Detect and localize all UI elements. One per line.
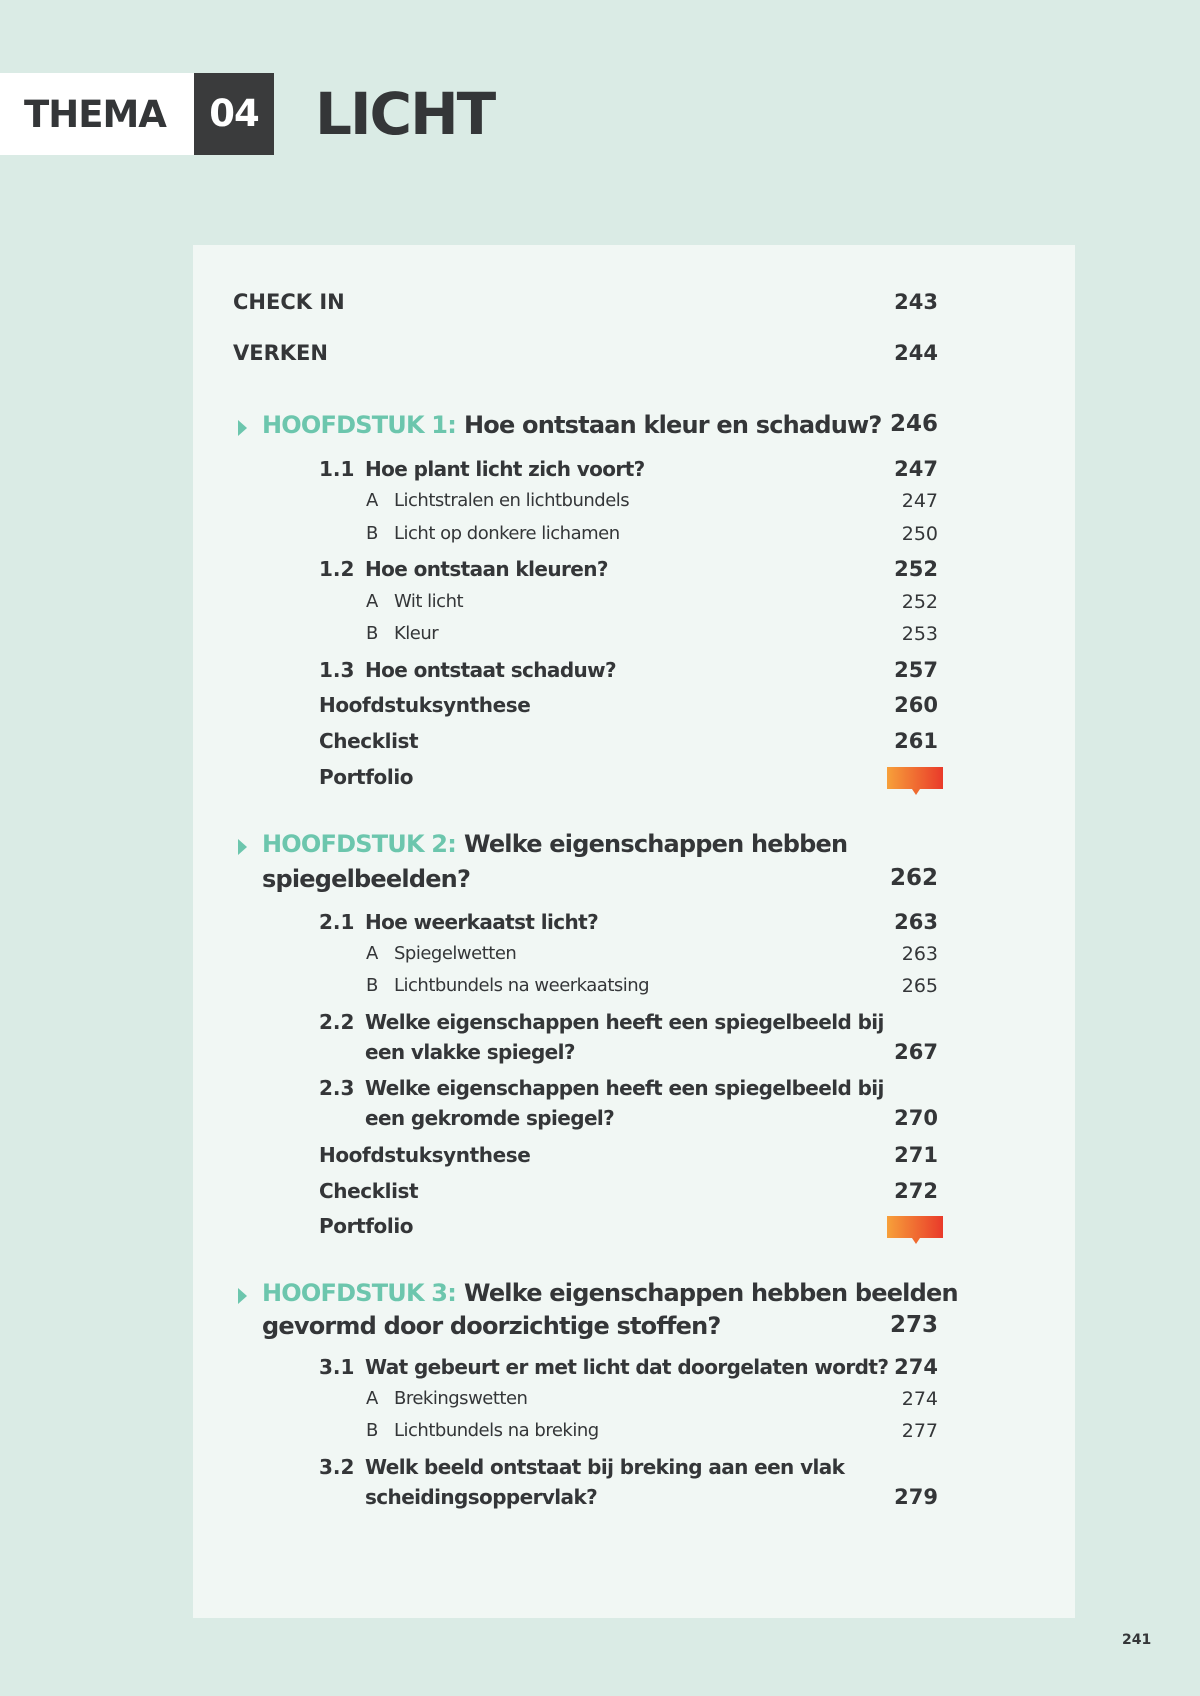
section-title: Welke eigenschappen heeft een spiegelbeeld bij — [365, 1076, 884, 1100]
toc-entry-label: Hoofdstuksynthese — [319, 693, 531, 717]
section-number: 2.3 — [319, 1076, 355, 1100]
section-title-continued: scheidingsoppervlak? — [365, 1485, 598, 1509]
page-number: 265 — [901, 975, 938, 997]
section-title-continued: een gekromde spiegel? — [365, 1106, 615, 1130]
subsection-title: Lichtbundels na weerkaatsing — [394, 975, 650, 996]
subsection-title: Lichtstralen en lichtbundels — [394, 490, 630, 511]
page-number: 252 — [894, 557, 938, 581]
section-title: Hoe weerkaatst licht? — [365, 910, 599, 934]
section-number: 2.1 — [319, 910, 355, 934]
page-number: 250 — [901, 523, 938, 545]
section-title: Welke eigenschappen heeft een spiegelbeeld bij — [365, 1010, 884, 1034]
toc-entry-label: Checklist — [319, 1179, 419, 1203]
chapter-prefix: HOOFDSTUK 3: — [262, 1279, 457, 1307]
portfolio-flag-icon — [887, 767, 943, 789]
subsection-letter: A — [366, 1388, 379, 1409]
subsection-letter: A — [366, 490, 379, 511]
toc-entry-label: Hoofdstuksynthese — [319, 1143, 531, 1167]
section-number: 3.1 — [319, 1355, 355, 1379]
chevron-right-icon — [238, 420, 247, 436]
subsection-letter: A — [366, 591, 379, 612]
page-number: 270 — [894, 1106, 938, 1130]
chevron-right-icon — [238, 1288, 247, 1304]
subsection-letter: B — [366, 523, 379, 544]
page-number: 244 — [894, 341, 938, 365]
chapter-title: Hoe ontstaan kleur en schaduw? — [464, 411, 882, 439]
subsection-title: Brekingswetten — [394, 1388, 528, 1409]
subsection-letter: B — [366, 975, 379, 996]
toc-entry-label: Portfolio — [319, 765, 414, 789]
page-number: 263 — [901, 943, 938, 965]
section-title: Wat gebeurt er met licht dat doorgelaten wordt? — [365, 1355, 889, 1379]
section-number: 3.2 — [319, 1455, 355, 1479]
portfolio-flag-icon — [887, 1216, 943, 1238]
subsection-title: Lichtbundels na breking — [394, 1420, 599, 1441]
page-number: 260 — [894, 693, 938, 717]
chevron-right-icon — [238, 839, 247, 855]
page-number: 271 — [894, 1143, 938, 1167]
chapter-prefix: HOOFDSTUK 2: — [262, 830, 457, 858]
section-title: Hoe plant licht zich voort? — [365, 457, 645, 481]
toc-entry-label: CHECK IN — [233, 290, 345, 314]
page-number: 243 — [894, 290, 938, 314]
page-number: 273 — [889, 1312, 938, 1338]
section-title: Hoe ontstaan kleuren? — [365, 557, 608, 581]
section-title-continued: een vlakke spiegel? — [365, 1040, 575, 1064]
section-number: 1.1 — [319, 457, 355, 481]
page-number: 279 — [894, 1485, 938, 1509]
page-number: 272 — [894, 1179, 938, 1203]
page-number: 262 — [889, 865, 938, 891]
chapter-title: Welke eigenschappen hebben — [464, 830, 848, 858]
page-number: 274 — [901, 1388, 938, 1410]
toc-entry-label: Portfolio — [319, 1214, 414, 1238]
theme-number: 04 — [194, 73, 274, 155]
section-number: 2.2 — [319, 1010, 355, 1034]
page-number: 267 — [894, 1040, 938, 1064]
subsection-letter: B — [366, 623, 379, 644]
theme-label: THEMA — [24, 93, 166, 136]
toc-entry-label: Checklist — [319, 729, 419, 753]
page-number: 247 — [894, 457, 938, 481]
chapter-title: Welke eigenschappen hebben beelden — [464, 1279, 958, 1307]
page-number: 253 — [901, 623, 938, 645]
section-number: 1.3 — [319, 658, 355, 682]
page-number: 257 — [894, 658, 938, 682]
toc-entry-label: VERKEN — [233, 341, 328, 365]
page-number: 277 — [901, 1420, 938, 1442]
chapter-title-continued: gevormd door doorzichtige stoffen? — [262, 1312, 721, 1340]
page-title: LICHT — [315, 80, 495, 148]
chapter-title-continued: spiegelbeelden? — [262, 865, 471, 893]
section-title: Welk beeld ontstaat bij breking aan een vlak — [365, 1455, 845, 1479]
table-of-contents — [193, 245, 1075, 1618]
page-number: 246 — [889, 411, 938, 437]
section-title: Hoe ontstaat schaduw? — [365, 658, 617, 682]
page-number: 261 — [894, 729, 938, 753]
page-number: 252 — [901, 591, 938, 613]
subsection-letter: B — [366, 1420, 379, 1441]
page-number: 274 — [894, 1355, 938, 1379]
subsection-title: Wit licht — [394, 591, 464, 612]
subsection-title: Spiegelwetten — [394, 943, 517, 964]
page-number-footer: 241 — [1122, 1632, 1152, 1648]
subsection-title: Licht op donkere lichamen — [394, 523, 620, 544]
page-number: 263 — [894, 910, 938, 934]
subsection-letter: A — [366, 943, 379, 964]
chapter-prefix: HOOFDSTUK 1: — [262, 411, 457, 439]
page-number: 247 — [901, 490, 938, 512]
subsection-title: Kleur — [394, 623, 439, 644]
section-number: 1.2 — [319, 557, 355, 581]
